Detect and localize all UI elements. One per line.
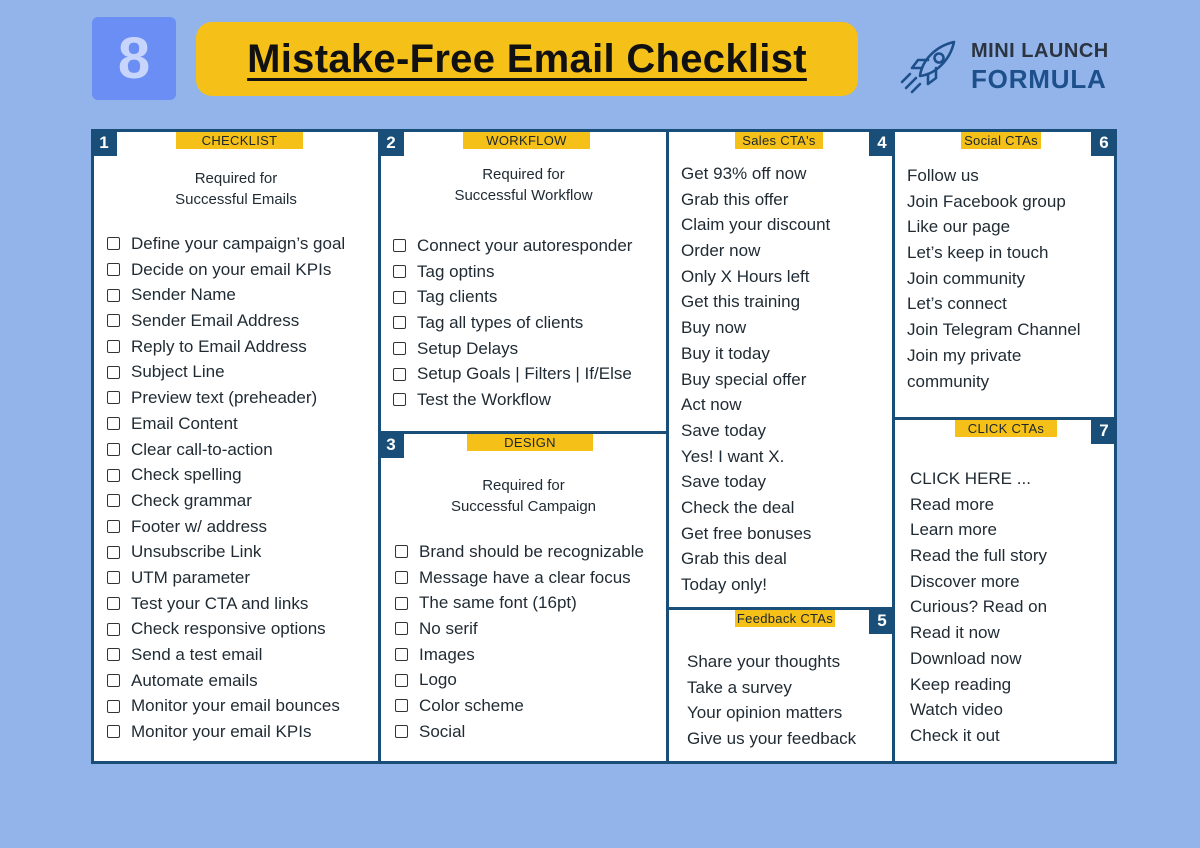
- item-label: UTM parameter: [131, 567, 251, 587]
- item-label: Tag clients: [417, 287, 498, 307]
- checklist-item[interactable]: [393, 284, 632, 310]
- list-item: [910, 672, 1047, 698]
- item-label: Save today: [681, 420, 767, 440]
- checkbox[interactable]: [107, 237, 120, 250]
- panel-label: Feedback CTAs: [736, 611, 834, 626]
- list-item: [910, 543, 1047, 569]
- header-number-badge: 8: [92, 17, 176, 100]
- panel-checklist: [94, 132, 378, 761]
- sales-cta-items: [681, 161, 830, 598]
- checkbox[interactable]: [107, 391, 120, 404]
- item-label: Let’s connect: [907, 294, 1007, 314]
- checkbox[interactable]: [393, 316, 406, 329]
- rocket-icon: [898, 38, 960, 96]
- item-label: Send a test email: [131, 645, 263, 664]
- panel-label: CLICK CTAs: [955, 420, 1057, 437]
- checkbox[interactable]: [393, 239, 406, 252]
- list-item: [681, 572, 830, 598]
- checklist-item[interactable]: [393, 387, 632, 413]
- item-label: No serif: [419, 619, 478, 639]
- item-label: Tag optins: [417, 261, 495, 281]
- item-label: Learn more: [910, 520, 997, 540]
- item-label: community: [907, 371, 990, 391]
- checkbox[interactable]: [107, 443, 120, 456]
- item-label: Color scheme: [419, 696, 524, 716]
- checklist-item[interactable]: [395, 565, 644, 591]
- item-label: Share your thoughts: [687, 652, 841, 671]
- item-label: Grab this offer: [681, 189, 789, 209]
- checkbox[interactable]: [395, 674, 408, 687]
- list-item: [681, 521, 830, 547]
- checkbox[interactable]: [395, 699, 408, 712]
- item-label: Images: [419, 644, 475, 664]
- item-label: Test your CTA and links: [131, 593, 309, 613]
- checklist-item[interactable]: [107, 488, 345, 514]
- checkbox[interactable]: [107, 417, 120, 430]
- subtitle-line: Successful Workflow: [454, 187, 593, 204]
- checkbox[interactable]: [107, 340, 120, 353]
- item-label: Setup Delays: [417, 338, 519, 358]
- list-item: [910, 569, 1047, 595]
- item-label: Act now: [681, 395, 742, 415]
- panel-number: 6: [1091, 129, 1117, 156]
- checklist-board: [91, 129, 1117, 764]
- list-item: [907, 369, 1081, 395]
- checkbox[interactable]: [107, 366, 120, 379]
- social-cta-items: [907, 163, 1081, 394]
- item-label: Order now: [681, 241, 761, 261]
- checkbox[interactable]: [395, 725, 408, 738]
- item-label: Get 93% off now: [681, 164, 807, 183]
- item-label: Connect your autoresponder: [417, 236, 633, 255]
- item-label: Unsubscribe Link: [131, 542, 262, 562]
- subtitle-line: Successful Campaign: [450, 498, 597, 515]
- item-label: Check responsive options: [131, 619, 326, 639]
- click-cta-items: [910, 466, 1047, 749]
- list-item: [910, 466, 1047, 492]
- checklist-item[interactable]: [107, 668, 345, 694]
- list-item: [910, 492, 1047, 518]
- item-label: Keep reading: [910, 674, 1012, 694]
- list-item: [681, 469, 830, 495]
- item-label: Claim your discount: [681, 215, 831, 235]
- list-item: [681, 161, 830, 187]
- item-label: Monitor your email bounces: [131, 696, 340, 716]
- brand-logo: [894, 36, 1114, 98]
- list-item: [910, 723, 1047, 749]
- checkbox[interactable]: [395, 545, 408, 558]
- checklist-item[interactable]: [107, 359, 345, 385]
- checkbox[interactable]: [107, 623, 120, 636]
- checkbox[interactable]: [107, 674, 120, 687]
- item-label: Preview text (preheader): [131, 388, 318, 408]
- item-label: Clear call-to-action: [131, 439, 273, 459]
- item-label: Automate emails: [131, 670, 258, 690]
- item-label: Like our page: [907, 217, 1011, 237]
- item-label: Join Telegram Channel: [907, 320, 1081, 340]
- item-label: The same font (16pt): [419, 593, 577, 613]
- list-item: [687, 649, 856, 675]
- panel-subtitle: [94, 168, 378, 210]
- panel-label: WORKFLOW: [463, 132, 590, 149]
- item-label: Your opinion matters: [687, 703, 843, 723]
- list-item: [681, 392, 830, 418]
- checklist-item[interactable]: [395, 719, 644, 745]
- logo-text-line2: FORMULA: [971, 64, 1107, 94]
- list-item: [907, 266, 1081, 292]
- item-label: Take a survey: [687, 677, 792, 697]
- item-label: Footer w/ address: [131, 516, 268, 536]
- checkbox[interactable]: [393, 342, 406, 355]
- list-item: [907, 291, 1081, 317]
- subtitle-line: Required for: [194, 170, 278, 187]
- subtitle-line: Successful Emails: [175, 191, 297, 208]
- checklist-item[interactable]: [395, 642, 644, 668]
- checkbox[interactable]: [393, 265, 406, 278]
- list-item: [681, 495, 830, 521]
- item-label: Tag all types of clients: [417, 313, 584, 333]
- checklist-item[interactable]: [107, 591, 345, 617]
- workflow-items: [393, 233, 632, 413]
- list-item: [907, 163, 1081, 189]
- checklist-item[interactable]: [107, 462, 345, 488]
- list-item: [681, 212, 830, 238]
- list-item: [907, 317, 1081, 343]
- list-item: [681, 238, 830, 264]
- subtitle-line: Required for: [482, 477, 565, 494]
- item-label: Check the deal: [681, 497, 795, 517]
- item-label: Social: [419, 721, 466, 741]
- checklist-item[interactable]: [107, 514, 345, 540]
- checklist-item[interactable]: [393, 361, 632, 387]
- checklist-items: [107, 231, 345, 745]
- checklist-item[interactable]: [393, 259, 632, 285]
- checklist-item[interactable]: [107, 282, 345, 308]
- item-label: Discover more: [910, 571, 1020, 591]
- item-label: Sender Name: [131, 285, 236, 305]
- panel-number: 1: [91, 129, 117, 156]
- list-item: [910, 620, 1047, 646]
- checkbox[interactable]: [395, 622, 408, 635]
- list-item: [681, 418, 830, 444]
- item-label: Download now: [910, 648, 1022, 668]
- panel-label: DESIGN: [467, 434, 593, 451]
- list-item: [910, 697, 1047, 723]
- panel-label: Sales CTA's: [735, 132, 823, 149]
- checklist-item[interactable]: [107, 693, 345, 719]
- checkbox[interactable]: [395, 571, 408, 584]
- item-label: Define your campaign’s goal: [131, 234, 346, 253]
- checklist-item[interactable]: [107, 385, 345, 411]
- list-item: [910, 517, 1047, 543]
- checklist-item[interactable]: [395, 667, 644, 693]
- list-item: [687, 726, 856, 752]
- panel-click-ctas: [895, 420, 1114, 761]
- list-item: [681, 315, 830, 341]
- item-label: Watch video: [910, 700, 1003, 720]
- panel-sales-ctas: [669, 132, 892, 607]
- item-label: Subject Line: [131, 362, 225, 382]
- checklist-item[interactable]: [107, 334, 345, 360]
- checklist-item[interactable]: [107, 257, 345, 283]
- item-label: Read more: [910, 494, 995, 514]
- item-label: Decide on your email KPIs: [131, 259, 332, 279]
- item-label: CLICK HERE ...: [910, 469, 1031, 488]
- panel-number: 7: [1091, 417, 1117, 444]
- checklist-item[interactable]: [107, 719, 345, 745]
- item-label: Grab this deal: [681, 549, 787, 569]
- panel-feedback-ctas: [669, 610, 892, 761]
- item-label: Check grammar: [131, 490, 252, 510]
- item-label: Only X Hours left: [681, 266, 810, 286]
- panel-design: [381, 434, 666, 761]
- item-label: Check spelling: [131, 465, 242, 485]
- checklist-item[interactable]: [107, 437, 345, 463]
- checkbox[interactable]: [107, 494, 120, 507]
- checklist-item[interactable]: [395, 590, 644, 616]
- panel-number: 5: [869, 607, 895, 634]
- checkbox[interactable]: [107, 314, 120, 327]
- list-item: [681, 264, 830, 290]
- panel-number: 2: [378, 129, 404, 156]
- item-label: Buy it today: [681, 343, 770, 363]
- checkbox[interactable]: [107, 469, 120, 482]
- list-item: [687, 675, 856, 701]
- list-item: [681, 289, 830, 315]
- item-label: Setup Goals | Filters | If/Else: [417, 364, 632, 384]
- list-item: [907, 189, 1081, 215]
- subtitle-line: Required for: [482, 166, 565, 183]
- checklist-item[interactable]: [393, 233, 632, 259]
- item-label: Buy now: [681, 318, 747, 338]
- checklist-item[interactable]: [395, 693, 644, 719]
- logo-text-line1: MINI LAUNCH: [971, 40, 1109, 62]
- checklist-item[interactable]: [107, 565, 345, 591]
- checklist-item[interactable]: [393, 336, 632, 362]
- item-label: Logo: [419, 670, 457, 690]
- item-label: Message have a clear focus: [419, 567, 631, 587]
- panel-workflow: [381, 132, 666, 431]
- panel-subtitle: [381, 475, 666, 517]
- checklist-item[interactable]: [395, 616, 644, 642]
- list-item: [681, 444, 830, 470]
- checkbox[interactable]: [107, 700, 120, 713]
- checkbox[interactable]: [395, 648, 408, 661]
- list-item: [681, 546, 830, 572]
- feedback-cta-items: [687, 649, 856, 752]
- checkbox[interactable]: [393, 368, 406, 381]
- panel-number: 4: [869, 129, 895, 156]
- list-item: [681, 341, 830, 367]
- checkbox[interactable]: [107, 597, 120, 610]
- checkbox[interactable]: [107, 725, 120, 738]
- item-label: Read it now: [910, 623, 1000, 643]
- checkbox[interactable]: [393, 291, 406, 304]
- checklist-item[interactable]: [107, 231, 345, 257]
- checklist-item[interactable]: [107, 308, 345, 334]
- checkbox[interactable]: [107, 520, 120, 533]
- checkbox[interactable]: [395, 597, 408, 610]
- item-label: Buy special offer: [681, 369, 807, 389]
- item-label: Brand should be recognizable: [419, 542, 644, 561]
- checkbox[interactable]: [107, 546, 120, 559]
- panel-number: 3: [378, 431, 404, 458]
- list-item: [907, 240, 1081, 266]
- item-label: Give us your feedback: [687, 729, 857, 749]
- checklist-item[interactable]: [395, 539, 644, 565]
- panel-label: Social CTAs: [961, 132, 1041, 149]
- list-item: [907, 343, 1081, 369]
- item-label: Read the full story: [910, 546, 1048, 566]
- item-label: Today only!: [681, 575, 767, 594]
- item-label: Check it out: [910, 725, 1000, 745]
- list-item: [910, 646, 1047, 672]
- checkbox[interactable]: [107, 263, 120, 276]
- checkbox[interactable]: [107, 648, 120, 661]
- item-label: Join Facebook group: [907, 191, 1066, 211]
- checkbox[interactable]: [393, 393, 406, 406]
- checkbox[interactable]: [107, 289, 120, 302]
- item-label: Sender Email Address: [131, 311, 300, 331]
- item-label: Get free bonuses: [681, 523, 812, 543]
- design-items: [395, 539, 644, 745]
- item-label: Save today: [681, 472, 767, 492]
- list-item: [681, 187, 830, 213]
- item-label: Join my private: [907, 345, 1022, 365]
- checklist-item[interactable]: [107, 411, 345, 437]
- item-label: Email Content: [131, 413, 238, 433]
- panel-label: CHECKLIST: [176, 132, 303, 149]
- panel-social-ctas: [895, 132, 1114, 417]
- item-label: Follow us: [907, 166, 979, 185]
- item-label: Join community: [907, 268, 1026, 288]
- checklist-item[interactable]: [393, 310, 632, 336]
- item-label: Curious? Read on: [910, 597, 1048, 617]
- list-item: [681, 367, 830, 393]
- panel-subtitle: [381, 164, 666, 206]
- item-label: Let’s keep in touch: [907, 243, 1049, 263]
- list-item: [687, 700, 856, 726]
- list-item: [910, 594, 1047, 620]
- item-label: Yes! I want X.: [681, 446, 785, 466]
- item-label: Get this training: [681, 292, 801, 312]
- checklist-item[interactable]: [107, 642, 345, 668]
- checkbox[interactable]: [107, 571, 120, 584]
- item-label: Monitor your email KPIs: [131, 722, 312, 742]
- title-banner: [196, 22, 858, 96]
- checklist-item[interactable]: [107, 616, 345, 642]
- list-item: [907, 214, 1081, 240]
- page-title: Mistake-Free Email Checklist: [247, 36, 807, 81]
- item-label: Reply to Email Address: [131, 336, 307, 356]
- item-label: Test the Workflow: [417, 390, 551, 410]
- checklist-item[interactable]: [107, 539, 345, 565]
